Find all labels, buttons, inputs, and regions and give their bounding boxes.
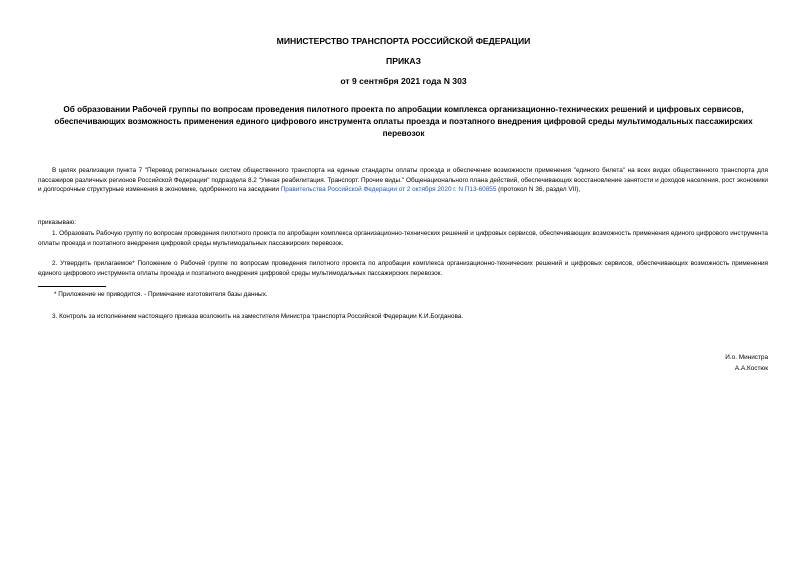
preamble-paragraph	[38, 166, 768, 195]
item-1: 1. Образовать Рабочую группу по вопросам проведения пилотного проекта по апробации комплекса организационно-технических решений и цифровых сервисов, обеспечивающих возможность применения единого цифрового инструмента оплаты проезда и поэтапного внедрения цифровой среды мультимодальных пассажирских перевозок.	[38, 230, 768, 247]
item-3: 3. Контроль за исполнением настоящего приказа возложить на заместителя Министра транспорта Российской Федерации К.И.Богданова.	[52, 313, 464, 320]
document-title: Об образовании Рабочей группы по вопросам проведения пилотного проекта по апробации комплекса организационно-технических решений и цифровых сервисов, обеспечивающих возможность применения единого цифрового инструмента оплаты проезда и поэтапного внедрения цифровой среды мультимодальных пассажирских перевозок	[54, 105, 753, 138]
ministry-heading: МИНИСТЕРСТВО ТРАНСПОРТА РОССИЙСКОЙ ФЕДЕРАЦИИ	[276, 36, 531, 46]
preamble-tail: (протокол N 36, раздел VII),	[496, 186, 581, 194]
signatory-name: А.А.Костюк	[734, 365, 768, 372]
footnote-divider	[38, 286, 106, 287]
date-number-heading: от 9 сентября 2021 года N 303	[340, 76, 467, 86]
preamble-text: В целях реализации пункта 7 "Перевод региональных систем общественного транспорта на единые стандарты оплаты проезда и обеспечение возможности применения "единого билета" на всех видах общественного транспорта для пассажиров различных регионов Российской Федерации" подраздела 8.2 "Умная реабилитация. Транспорт. Прочие виды." Общенационального плана действий, обеспечивающих восстановление занятости и доходов населения, рост экономики и долгосрочные структурные изменения в экономике, одобренного на заседании	[38, 167, 768, 194]
item-2: 2. Утвердить прилагаемое* Положение о Рабочей группе по вопросам проведения пилотного проекта по апробации комплекса организационно-технических решений и цифровых сервисов, обеспечивающих возможность применения единого цифрового инструмента оплаты проезда и поэтапного внедрения цифровой среды мультимодальных пассажирских перевозок.	[38, 260, 768, 277]
footnote: * Приложение не приводится. - Примечание изготовителя базы данных.	[54, 291, 268, 298]
signatory-position: И.о. Министра	[725, 354, 768, 361]
government-decision-link[interactable]: Правительства Российской Федерации от 2 октября 2020 г. N П13-60855	[280, 186, 497, 194]
doc-type-heading: ПРИКАЗ	[386, 56, 421, 66]
order-word: приказываю:	[38, 219, 76, 226]
